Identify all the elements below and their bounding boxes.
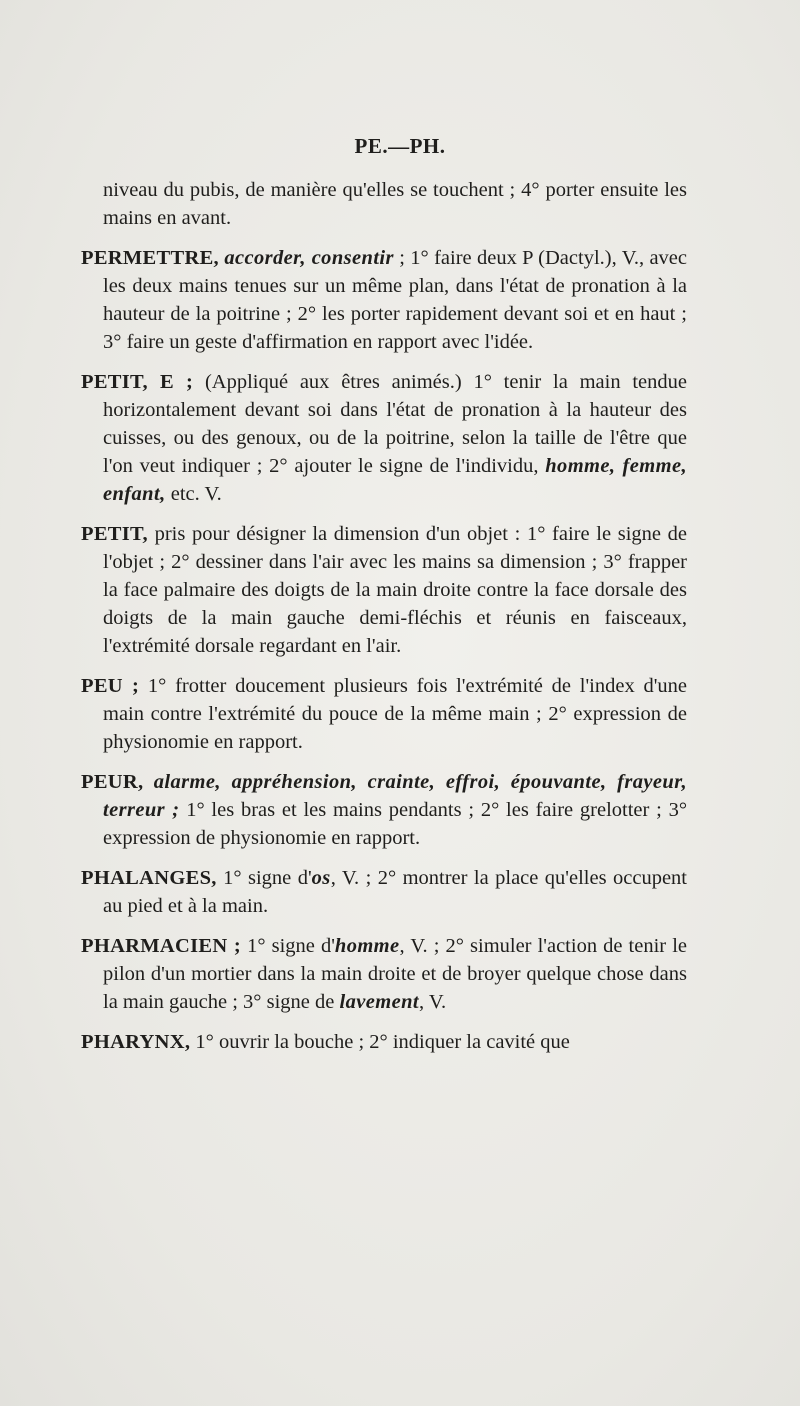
entry-synonyms: alarme, appréhension, crainte, effroi, épouvante, frayeur, terreur ;	[103, 771, 687, 821]
entry-continuation	[81, 176, 687, 232]
entry-peur	[81, 768, 687, 852]
entry-headword: PHALANGES,	[81, 867, 217, 889]
entry-body-tail: , V.	[418, 991, 447, 1013]
entry-body: (Appliqué aux êtres animés.) 1° tenir la main tendue horizontalement devant soi dans l'état de pronation à la hauteur des cuisses, ou des genoux, ou de la poitrine, selon la taille de l'être que l'on veut indiquer ; 2° ajouter le signe de l'individu,	[103, 371, 687, 477]
entry-headword: PHARYNX,	[81, 1031, 191, 1053]
entry-synonyms: homme, femme, enfant,	[103, 455, 687, 505]
entry-body-tail: etc. V.	[165, 483, 222, 505]
entry-synonyms-2: lavement	[339, 991, 419, 1013]
entry-headword: PETIT,	[81, 523, 148, 545]
entry-phalanges	[81, 864, 687, 920]
entry-body: niveau du pubis, de manière qu'elles se touchent ; 4° porter ensuite les mains en avant.	[103, 179, 687, 229]
entry-permettre	[81, 244, 687, 356]
entry-headword: PHARMACIEN ;	[81, 935, 241, 957]
entry-headword: PERMETTRE,	[81, 247, 219, 269]
entry-body-tail: , V. ; 2° montrer la place qu'elles occupent au pied et à la main.	[103, 867, 687, 917]
entry-petit-anime	[81, 368, 687, 508]
entry-petit-dimension	[81, 520, 687, 660]
entry-headword: PETIT, E ;	[81, 371, 194, 393]
dictionary-text	[81, 176, 687, 1068]
entry-synonyms: accorder, consentir	[224, 247, 394, 269]
entry-body: pris pour désigner la dimension d'un objet : 1° faire le signe de l'objet ; 2° dessiner dans l'air avec les mains sa dimension ; 3° frapper la face palmaire des doigts de la main droite contre la face dorsale des doigts de la main gauche demi-fléchis et réunis en faisceaux, l'extrémité dorsale regardant en l'air.	[103, 523, 687, 657]
entry-synonyms: os	[311, 867, 331, 889]
entry-headword: PEUR,	[81, 771, 144, 793]
entry-body: 1° signe d'	[241, 935, 335, 957]
entry-body-mid: , V. ; 2° simuler l'action de tenir le pilon d'un mortier dans la main droite et de broyer quelque chose dans la main gauche ; 3° signe de	[103, 935, 687, 1013]
entry-body: 1° les bras et les mains pendants ; 2° les faire grelotter ; 3° expression de physionomie en rapport.	[103, 799, 688, 849]
entry-pharmacien	[81, 932, 687, 1016]
entry-body: 1° frotter doucement plusieurs fois l'extrémité de l'index d'une main contre l'extrémité du pouce de la même main ; 2° expression de physionomie en rapport.	[103, 675, 688, 753]
entry-pharynx	[81, 1028, 687, 1056]
running-header: PE.—PH.	[354, 134, 446, 158]
entry-synonyms: homme	[334, 935, 400, 957]
entry-separator: ;	[393, 247, 411, 269]
entry-peu	[81, 672, 687, 756]
entry-headword: PEU ;	[81, 675, 140, 697]
entry-body: 1° signe d'	[216, 867, 312, 889]
entry-body: 1° ouvrir la bouche ; 2° indiquer la cavité que	[190, 1031, 570, 1053]
entry-body: 1° faire deux P (Dactyl.), V., avec les deux mains tenues sur un même plan, dans l'état de pronation à la hauteur de la poitrine ; 2° les porter rapidement devant soi et en haut ; 3° faire un geste d'affirmation en rapport avec l'idée.	[103, 247, 688, 353]
